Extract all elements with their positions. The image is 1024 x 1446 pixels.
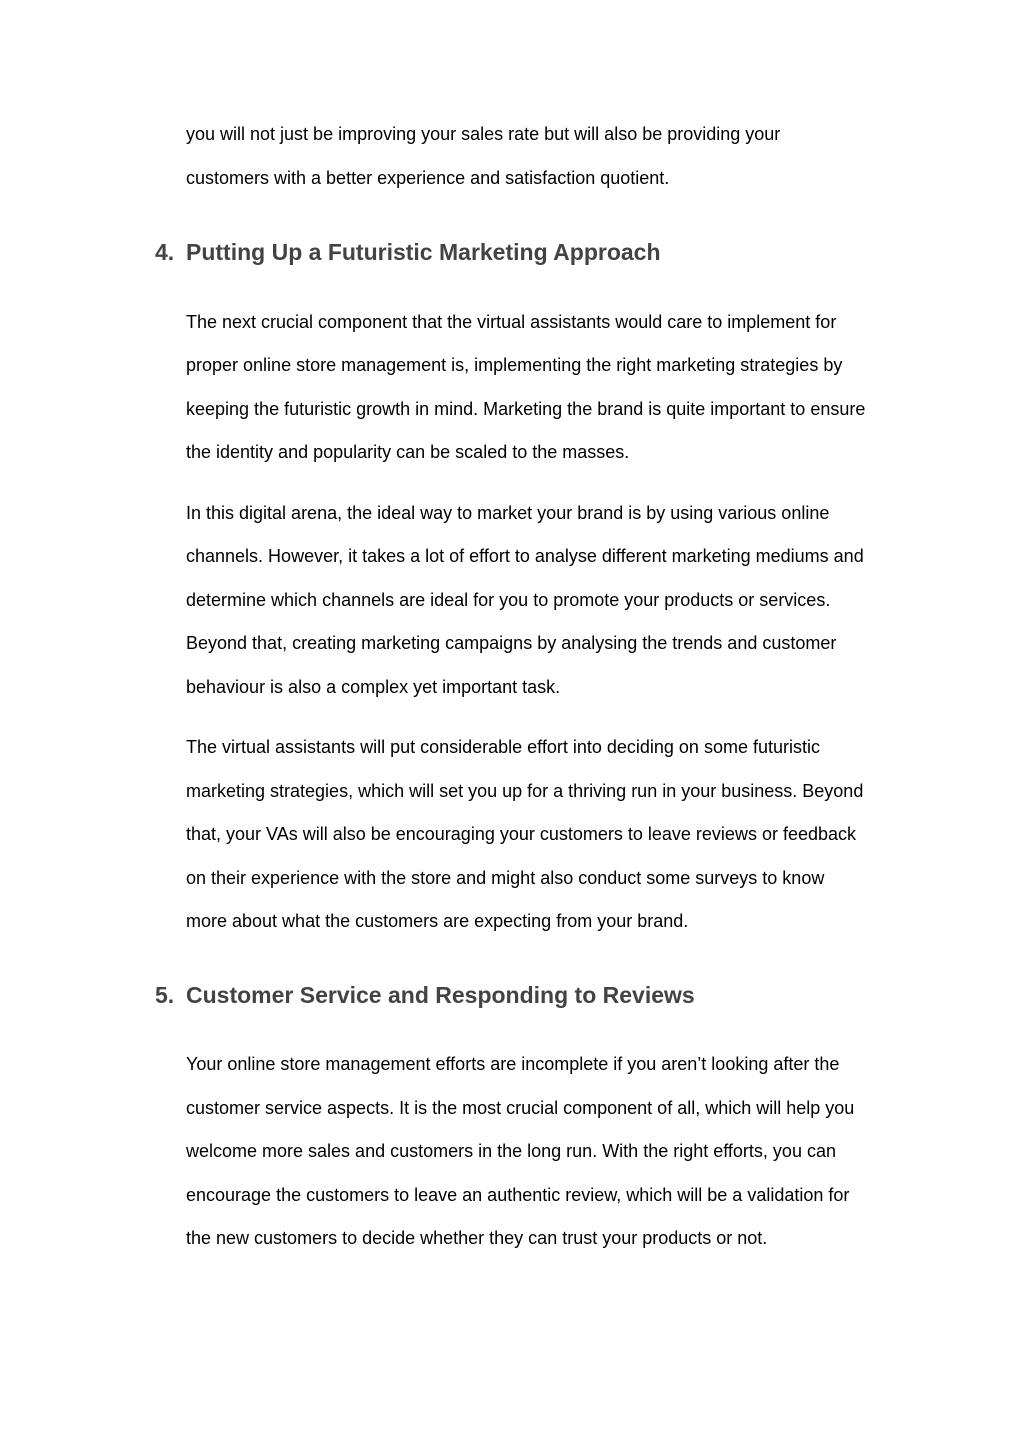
s4-p2-line-1: In this digital arena, the ideal way to market your brand is by using various online bbox=[186, 503, 830, 523]
intro-line-2: customers with a better experience and satisfaction quotient. bbox=[186, 168, 670, 188]
intro-line-1: you will not just be improving your sales rate but will also be providing your bbox=[186, 124, 781, 144]
s4-p3-line-3: that, your VAs will also be encouraging your customers to leave reviews or feedback bbox=[186, 824, 856, 844]
s4-p1-line-1: The next crucial component that the virtual assistants would care to implement for bbox=[186, 312, 837, 332]
s5-p1-line-2: customer service aspects. It is the most crucial component of all, which will help you bbox=[186, 1098, 855, 1118]
s5-p1-line-1: Your online store management efforts are incomplete if you aren’t looking after the bbox=[186, 1054, 840, 1074]
s4-p1-line-2: proper online store management is, implementing the right marketing strategies by bbox=[186, 355, 843, 375]
s5-p1-line-3: welcome more sales and customers in the long run. With the right efforts, you can bbox=[186, 1141, 836, 1161]
section-4-heading bbox=[155, 238, 661, 266]
s4-p3-line-4: on their experience with the store and might also conduct some surveys to know bbox=[186, 868, 825, 888]
s5-p1-line-5: the new customers to decide whether they can trust your products or not. bbox=[186, 1228, 768, 1248]
s4-p2-line-5: behaviour is also a complex yet important task. bbox=[186, 677, 561, 697]
s4-p1-line-4: the identity and popularity can be scaled to the masses. bbox=[186, 442, 630, 462]
section-5-heading bbox=[155, 981, 695, 1009]
s4-p3-line-1: The virtual assistants will put considerable effort into deciding on some futuristic bbox=[186, 737, 820, 757]
section-4-title: Putting Up a Futuristic Marketing Approach bbox=[186, 239, 661, 265]
s4-p2-line-3: determine which channels are ideal for you to promote your products or services. bbox=[186, 590, 831, 610]
section-4-number: 4. bbox=[155, 239, 175, 265]
s4-p2-line-4: Beyond that, creating marketing campaigns by analysing the trends and customer bbox=[186, 633, 837, 653]
s5-p1-line-4: encourage the customers to leave an authentic review, which will be a validation for bbox=[186, 1185, 850, 1205]
s4-p3-line-2: marketing strategies, which will set you up for a thriving run in your business. Beyond bbox=[186, 781, 864, 801]
s4-p1-line-3: keeping the futuristic growth in mind. Marketing the brand is quite important to ensure bbox=[186, 399, 866, 419]
section-5-number: 5. bbox=[155, 982, 175, 1008]
section-5-title: Customer Service and Responding to Reviews bbox=[186, 982, 695, 1008]
s4-p3-line-5: more about what the customers are expecting from your brand. bbox=[186, 911, 689, 931]
s4-p2-line-2: channels. However, it takes a lot of effort to analyse different marketing mediums and bbox=[186, 546, 864, 566]
